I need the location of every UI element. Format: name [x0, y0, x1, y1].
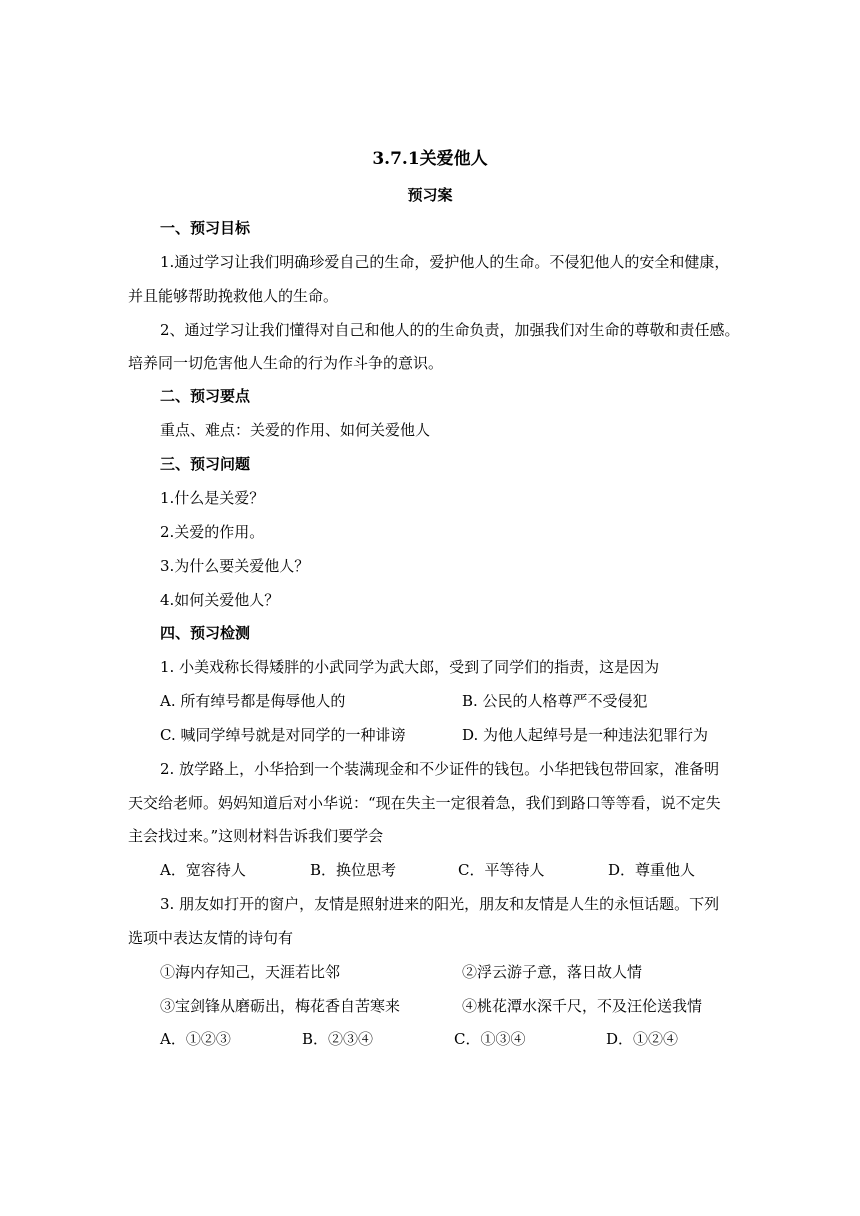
- q3-option-b: B．②③④: [302, 1030, 374, 1048]
- q1-option-c: C. 喊同学绰号就是对同学的一种诽谤: [160, 726, 406, 744]
- q1-option-d: D. 为他人起绰号是一种违法犯罪行为: [462, 726, 709, 744]
- q3-option-d: D．①②④: [606, 1030, 679, 1048]
- q3-statement-2: ②浮云游子意，落日故人情: [462, 963, 643, 981]
- q3-option-c: C．①③④: [454, 1030, 526, 1048]
- q3-statement-1: ①海内存知己，天涯若比邻: [160, 963, 341, 981]
- page-subtitle: 预习案: [407, 186, 453, 204]
- q2-option-a: A．宽容待人: [160, 861, 246, 879]
- q3-option-a: A．①②③: [160, 1030, 231, 1048]
- q2-option-b: B．换位思考: [310, 861, 397, 879]
- q3-statement-3: ③宝剑锋从磨砺出，梅花香自苦寒来: [160, 997, 401, 1015]
- document-page: 3.7.1关爱他人 预习案 一、预习目标 1.通过学习让我们明确珍爱自己的生命，爱护他人的生命。不侵犯他人的安全和健康， 并且能够帮助挽救他人的生命。 2、通过学习让我们懂得对自己和他人的的生命负责，加强我们对生命的尊敬和责任感。 培养同一切危害他人生命的行为作斗争的意识。 二、预习要点 重点、难点：关爱的作用、如何关爱他人 三、预习问题 1.什么是关爱？ 2.关爱的作用。 3.为什么要关爱他人？ 4.如何关爱他人？ 四、预习检测 1. 小美戏称长得矮胖的小武同学为武大郎，受到了同学们的指责，这是因为 A. 所有绰号都是侮辱他人的 B. 公民的人格尊严不受侵犯 C. 喊同学绰号就是对同学的一种诽谤 D. 为他人起绰号是一种违法犯罪行为 2. 放学路上，小华拾到一个装满现金和不少证件的钱包。小华把钱包带回家，准备明 天交给老师。妈妈知道后对小华说：“现在失主一定很着急，我们到路口等等看，说不定失 主会找过来。”这则材料告诉我们要学会 A．宽容待人 B．换位思考 C．平等待人 D．尊重他人 3. 朋友如打开的窗户，友情是照射进来的阳光，朋友和友情是人生的永恒话题。下列 选项中表达友情的诗句有 ①海内存知己，天涯若比邻 ②浮云游子意，落日故人情 ③宝剑锋从磨砺出，梅花香自苦寒来 ④桃花潭水深千尺，不及汪伦送我情 A．①②③ B．②③④ C．①③④ D．①②④: [0, 0, 860, 1216]
- page-title: 3.7.1关爱他人: [372, 149, 488, 169]
- q1-option-a: A. 所有绰号都是侮辱他人的: [160, 692, 346, 710]
- q3-statement-4: ④桃花潭水深千尺，不及汪伦送我情: [462, 997, 703, 1015]
- q2-option-c: C．平等待人: [458, 861, 545, 879]
- q1-option-b: B. 公民的人格尊严不受侵犯: [462, 692, 648, 710]
- q2-option-d: D．尊重他人: [608, 861, 696, 879]
